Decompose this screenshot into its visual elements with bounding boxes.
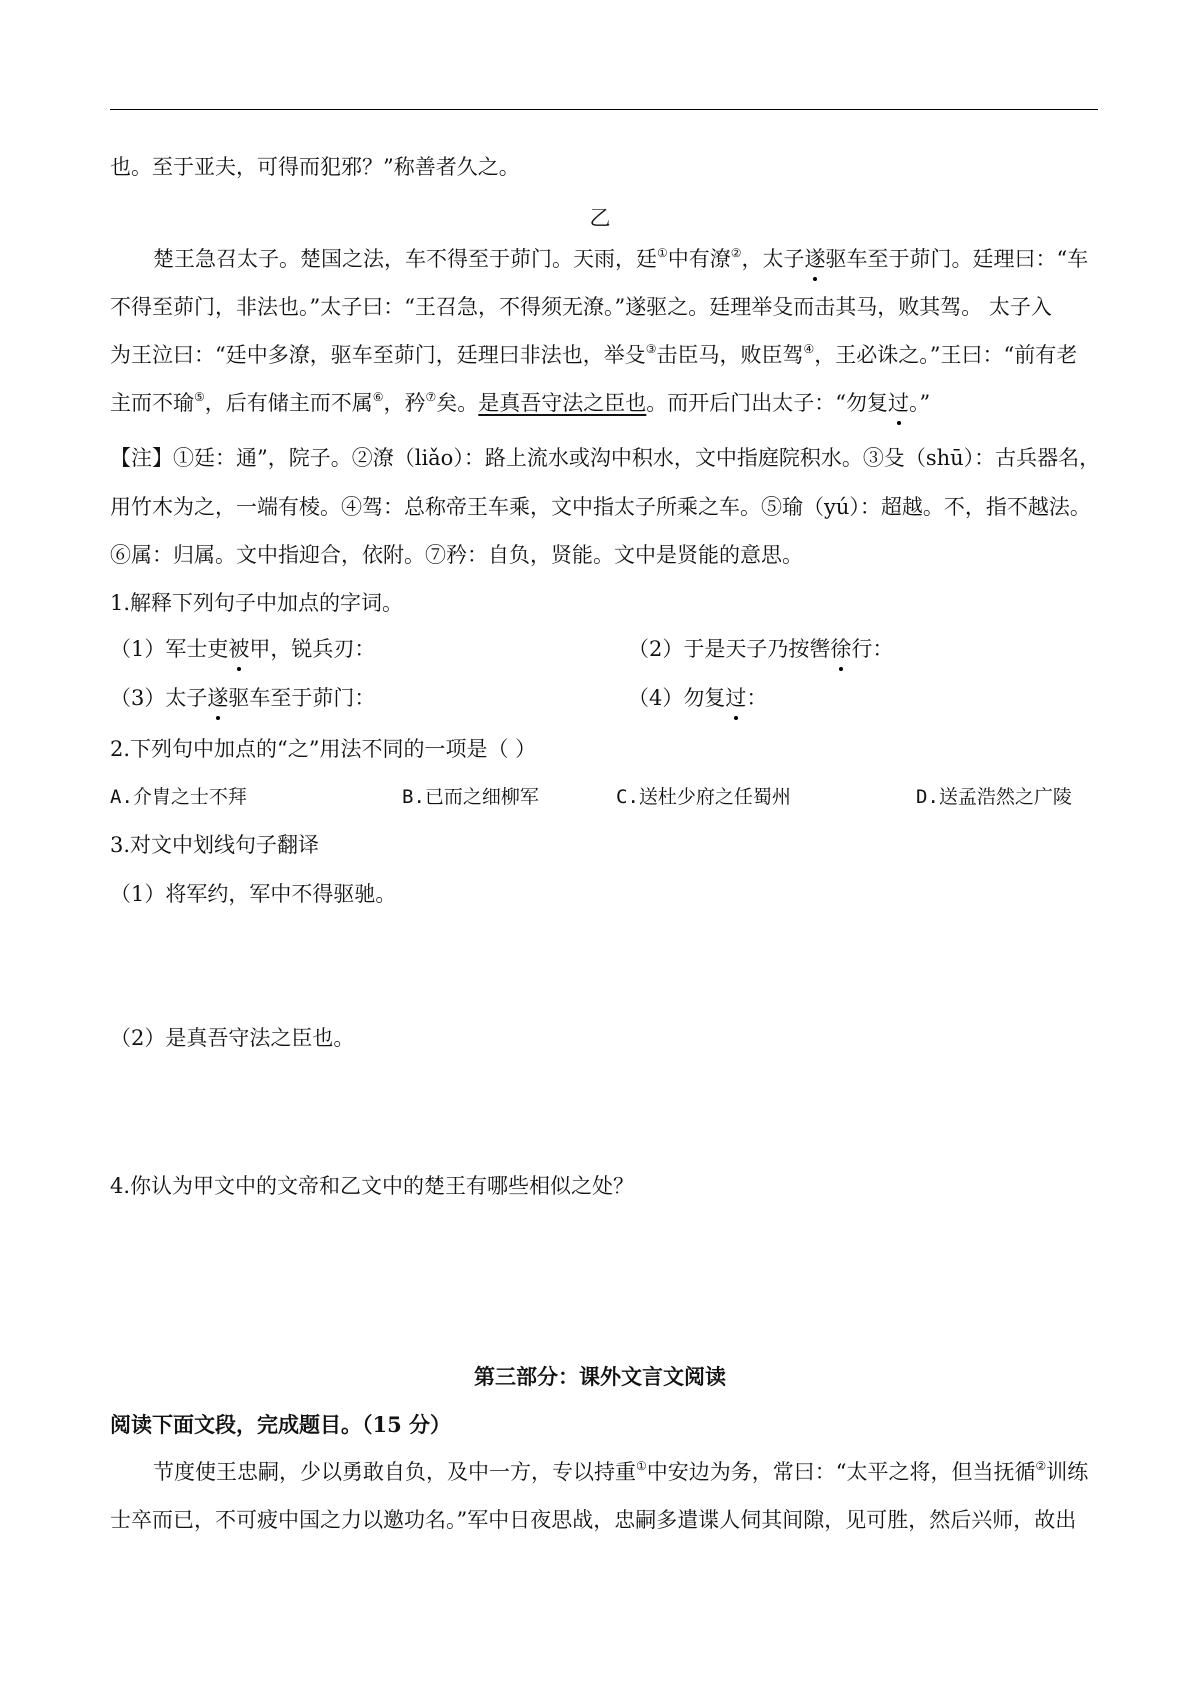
part-3-instruction: 阅读下面文段，完成题目。（15 分） [110, 1412, 452, 1437]
dotted-word: 遂 [805, 244, 826, 274]
question-2-option-d: D.送孟浩然之广陵 [916, 786, 1072, 808]
notes-line-1: 【注】①廷：通”，院子。②潦（liǎo）：路上流水或沟中积水，文中指庭院积水。③殳（shū）：古兵器名， [110, 446, 1101, 470]
dotted-word: 被 [228, 634, 249, 664]
question-3-title: 3.对文中划线句子翻译 [110, 833, 320, 857]
footnote-marker: ① [636, 1459, 647, 1473]
question-1-title: 1.解释下列句子中加点的字词。 [110, 591, 404, 615]
question-2-title: 2.下列句中加点的“之”用法不同的一项是（ ） [110, 737, 537, 761]
footnote-marker: ② [730, 246, 742, 260]
underlined-sentence: 是真吾守法之臣也 [478, 391, 647, 415]
question-2-option-c: C.送杜少府之任蜀州 [616, 786, 791, 808]
question-3-item-1: （1）将军约，军中不得驱驰。 [110, 882, 397, 906]
notes-line-3: ⑥属：归属。文中指迎合，依附。⑦矜：自负，贤能。文中是贤能的意思。 [110, 543, 803, 567]
passage-yi-line-4: 主而不瑜⑤，后有储主而不属⑥，矜⑦矣。是真吾守法之臣也。而开后门出太子：“勿复过。” [110, 388, 930, 418]
footnote-marker: ② [1035, 1459, 1047, 1473]
dotted-word: 徐 [830, 634, 851, 664]
footnote-marker: ⑤ [194, 390, 205, 404]
question-1-item-4: （4）勿复过： [628, 683, 767, 713]
question-2-option-a: A.介胄之士不拜 [110, 786, 247, 808]
footnote-marker: ⑥ [372, 390, 384, 404]
footnote-marker: ④ [803, 342, 815, 356]
passage-yi-title: 乙 [589, 206, 611, 230]
question-1-item-1: （1）军士吏被甲，锐兵刃： [110, 634, 375, 664]
footnote-marker: ③ [645, 342, 657, 356]
passage-jia-ending: 也。至于亚夫，可得而犯邪？”称善者久之。 [110, 155, 520, 179]
footnote-marker: ⑦ [425, 390, 437, 404]
passage-yi-line-1: 楚王急召太子。楚国之法，车不得至于茆门。天雨，廷①中有潦②，太子遂驱车至于茆门。廷理曰：“车 [153, 244, 1088, 274]
notes-line-2: 用竹木为之，一端有棱。④驾：总称帝王车乘，文中指太子所乘之车。⑤瑜（yú）：超越。不，指不越法。 [110, 495, 1091, 519]
question-2-option-b: B.已而之细柳军 [402, 786, 539, 808]
part-3-passage-line-1: 节度使王忠嗣，少以勇敢自负，及中一方，专以持重①中安边为务，常曰：“太平之将，但当抚循②训练 [153, 1459, 1089, 1484]
footnote-marker: ① [657, 246, 668, 260]
header-rule [110, 109, 1098, 110]
passage-yi-line-3: 为王泣曰：“廷中多潦，驱车至茆门，廷理曰非法也，举殳③击臣马，败臣驾④，王必诛之。”王曰：“前有老 [110, 342, 1078, 367]
question-3-item-2: （2）是真吾守法之臣也。 [110, 1026, 355, 1050]
part-3-passage-line-2: 士卒而已，不可疲中国之力以邀功名。”军中日夜思战，忠嗣多遣谍人伺其间隙，见可胜，然后兴师，故出 [110, 1508, 1077, 1532]
question-1-item-2: （2）于是天子乃按辔徐行： [628, 634, 893, 664]
passage-yi-line-2: 不得至茆门，非法也。”太子曰：“王召急，不得须无潦。”遂驱之。廷理举殳而击其马，败其驾。 太子入 [110, 295, 1052, 319]
dotted-word: 过 [725, 683, 746, 713]
dotted-word: 遂 [207, 683, 228, 713]
part-3-heading: 第三部分：课外文言文阅读 [474, 1364, 726, 1389]
dotted-word: 过 [888, 388, 909, 418]
question-1-item-3: （3）太子遂驱车至于茆门： [110, 683, 375, 713]
question-4-title: 4.你认为甲文中的文帝和乙文中的楚王有哪些相似之处？ [110, 1174, 635, 1198]
